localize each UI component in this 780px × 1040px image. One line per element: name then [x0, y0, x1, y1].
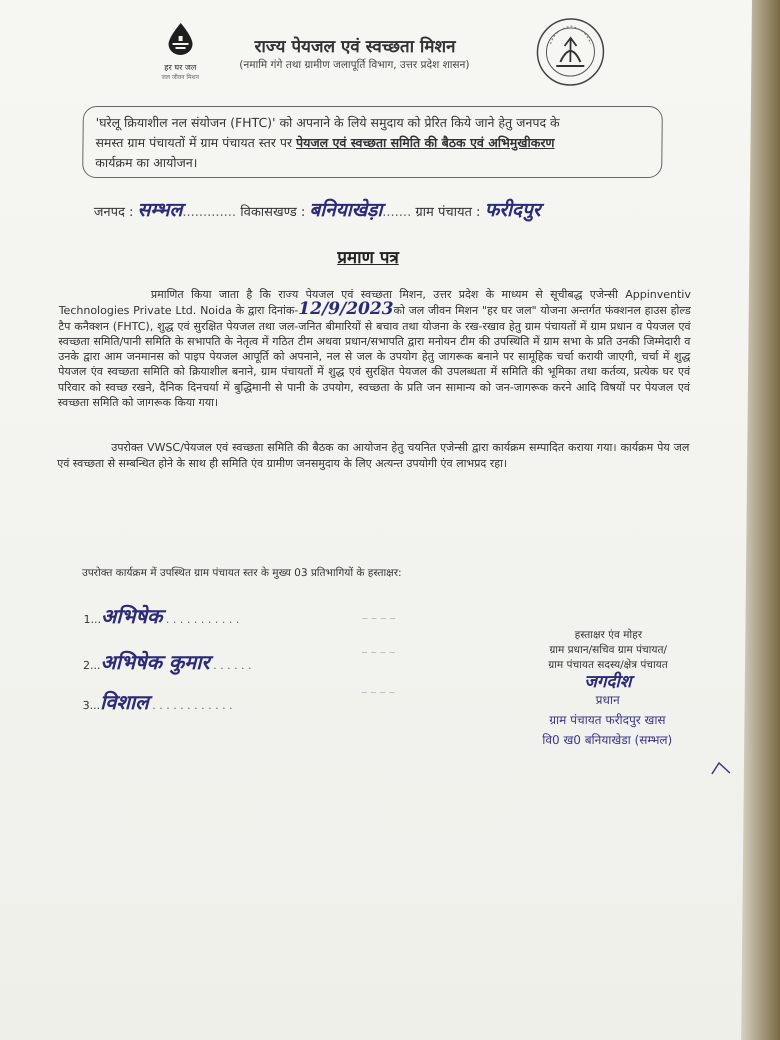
block-value: बनियाखेड़ा	[309, 199, 383, 221]
seal-label: हस्ताक्षर एंव मोहर	[574, 629, 643, 641]
body-text-c: उपरोक्त VWSC/पेयजल एवं स्वच्छता समिति की बैठक का आयोजन हेतु चयनित एजेन्सी द्वारा कार्यक्रम सम्पादित कराया गया। कार्यक्रम पेय जल एवं स्वच्छता से सम्बन्धित होने के साथ ही समिति एंव ग्रामीण जनसमुदाय के लिए अत्यन्त उपयोगी एंव लाभप्रद रहा।	[57, 441, 690, 470]
participant-number: 2	[82, 659, 91, 672]
location-fields: जनपद : सम्भल............. विकासखण्ड : बनियाखेड़ा....... ग्राम पंचायत : फरीदपुर	[93, 199, 541, 221]
topic-line-1: 'घरेलू क्रियाशील नल संयोजन (FHTC)' को अपनाने के लिये समुदाय को प्रेरित किये जाने हेतु जनपद के	[95, 115, 560, 130]
district-label: जनपद :	[93, 205, 134, 220]
pradhan-signature: जगदीश	[584, 672, 632, 692]
panchayat-value: फरीदपुर	[484, 199, 541, 221]
certificate-body-paragraph-1	[58, 287, 691, 410]
certificate-title: प्रमाण पत्र	[337, 248, 399, 268]
state-seal-icon	[534, 16, 607, 88]
participant-3: 3...विशाल . . . . . . . . . . . .	[82, 690, 233, 714]
participant-2: 2...अभिषेक कुमार . . . . . .	[82, 650, 252, 674]
seal-role-line: ग्राम प्रधान/सचिव ग्राम पंचायत/	[549, 644, 668, 656]
faint-mark: ~ ~ ~ ~	[360, 688, 396, 697]
participant-number: 1	[83, 613, 91, 626]
seal-role-line: ग्राम पंचायत सदस्य/क्षेत्र पंचायत	[548, 659, 668, 671]
stamp-line: ग्राम पंचायत फरीदपुर खास	[549, 713, 666, 727]
page-title: राज्य पेयजल एवं स्वच्छता मिशन	[254, 37, 456, 57]
stamp-line: प्रधान	[595, 693, 620, 707]
pen-mark-icon	[710, 760, 738, 778]
topic-line-2-underlined: पेयजल एवं स्वच्छता समिति की बैठक एवं अभिमुखीकरण	[295, 135, 555, 150]
topic-line-2	[95, 133, 649, 153]
topic-line-3: कार्यक्रम का आयोजन।	[95, 155, 198, 170]
participant-1: 1...अभिषेक . . . . . . . . . . .	[83, 604, 240, 628]
participant-signature: विशाल	[100, 690, 149, 714]
stamp-line: वि0 ख0 बनियाखेडा (सम्भल)	[542, 733, 673, 747]
page-subtitle: (नमामि गंगे तथा ग्रामीण जलापूर्ति विभाग, उत्तर प्रदेश शासन)	[239, 59, 470, 71]
logo-subtagline: जल जीवन मिशन	[161, 74, 200, 81]
body-text-a: प्रमाणित किया जाता है कि राज्य पेयजल एवं स्वच्छता मिशन, उत्तर प्रदेश के माध्यम से सूचीबद्ध एजेन्सी Appinventiv Technologies Private Ltd. Noida के द्वारा दिनांक-	[58, 288, 691, 318]
participant-signature: अभिषेक कुमार	[100, 650, 210, 674]
block-label: विकासखण्ड :	[240, 205, 306, 220]
water-drop-icon	[165, 22, 195, 56]
jal-jeevan-mission-logo	[151, 22, 210, 82]
participant-number: 3	[82, 699, 90, 712]
logo-tagline: हर घर जल	[164, 63, 197, 72]
faint-mark: ~ ~ ~ ~	[361, 648, 396, 657]
event-date: 12/9/2023	[298, 299, 394, 320]
faint-mark: ~ ~ ~ ~	[361, 614, 397, 623]
seal-signature-block	[512, 628, 703, 750]
attendance-intro: उपरोक्त कार्यक्रम में उपस्थित ग्राम पंचायत स्तर के मुख्य 03 प्रतिभागियों के हस्ताक्षर:	[81, 567, 402, 579]
certificate-body-paragraph-2	[57, 440, 689, 472]
panchayat-label: ग्राम पंचायत :	[415, 205, 481, 220]
up-government-emblem	[534, 16, 607, 88]
district-value: सम्भल	[137, 199, 183, 221]
body-text-b: को जल जीवन मिशन "हर घर जल" योजना अन्तर्गत फंक्शनल हाउस होल्ड टैप कनैक्शन (FHTC), शुद्ध एवं सुरक्षित पेयजल तथा जल-जनित बीमारियों से बचाव तथा योजना के रख-रखाव हेतु ग्राम पंचायतों में ग्राम प्रधान व पेयजल एवं स्वच्छता समिति/पानी समिति के सभापति के नेतृत्व में गठित टीम अथवा प्रधान/सभापति द्वारा मनोयन टीम की उपस्थिति में ग्राम सभा के प्रति उनकी जिम्मेदारी व उनके द्वारा आम जनमानस को पाइप पेयजल आपूर्ति को अपनाने, नल से जल के उपयोग हेतु जागरूक बनाने पर सामूहिक चर्चा करायी जाएगी, चर्चा में शुद्ध पेयजल एंव स्वच्छता समिति को क्रियाशील बनाने, ग्राम पंचायतों में शुद्ध एवं सुरक्षित पेयजल की उपलब्धता में समिति की भूमिका तथा कर्तव्य, प्रत्येक घर एवं परिवार को स्वच्छ रखने, दैनिक दिनचर्या में बुद्धिमानी से पानी के उपयोग, स्वच्छता के प्रति जन सामान्य को जन-जागरूक करने आदि विषयों पर पेयजल एवं स्वच्छता समिति को जागरूक किया गया।	[57, 304, 691, 410]
participant-signature: अभिषेक	[100, 604, 163, 628]
topic-line-2-plain: समस्त ग्राम पंचायतों में ग्राम पंचायत स्तर पर	[95, 135, 293, 150]
event-topic-box	[82, 106, 663, 178]
